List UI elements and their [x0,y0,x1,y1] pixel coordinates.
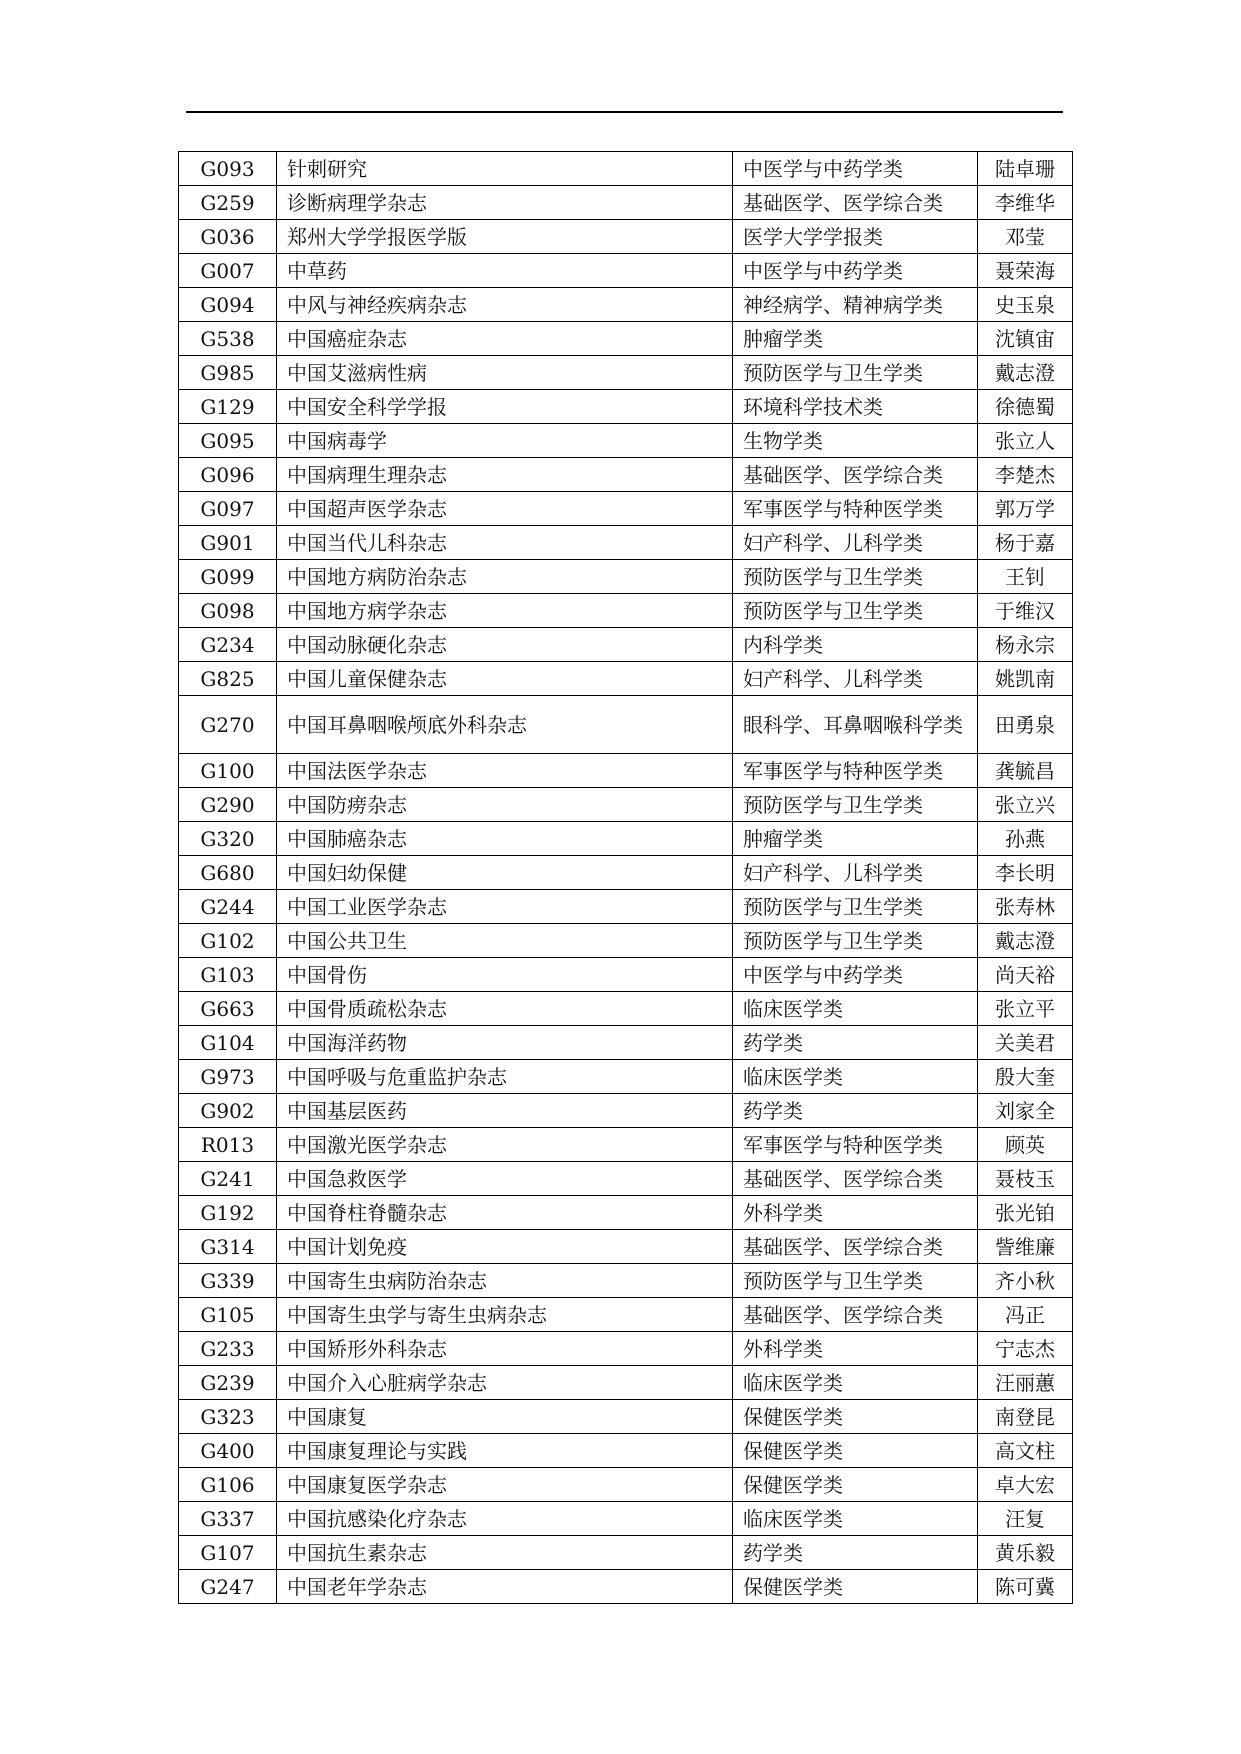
table-row [179,754,1073,788]
journal-editor: 戴志澄 [978,356,1073,390]
journal-title: 中国抗感染化疗杂志 [277,1502,733,1536]
journal-title: 中草药 [277,254,733,288]
journal-title: 中国地方病防治杂志 [277,560,733,594]
journal-editor: 杨永宗 [978,628,1073,662]
journal-editor: 戴志澄 [978,924,1073,958]
journal-title: 中国工业医学杂志 [277,890,733,924]
journal-category: 保健医学类 [733,1400,978,1434]
journal-editor: 张光铂 [978,1196,1073,1230]
journal-code: G663 [179,992,277,1026]
journal-title: 中国防痨杂志 [277,788,733,822]
table-row [179,992,1073,1026]
journal-title: 中国法医学杂志 [277,754,733,788]
journal-category: 预防医学与卫生学类 [733,788,978,822]
journal-editor: 宁志杰 [978,1332,1073,1366]
journal-category: 肿瘤学类 [733,822,978,856]
journal-title: 中国动脉硬化杂志 [277,628,733,662]
journal-code: G247 [179,1570,277,1604]
table-row [179,1264,1073,1298]
table-row [179,1468,1073,1502]
journal-editor: 陆卓珊 [978,152,1073,186]
table-row [179,890,1073,924]
journal-category: 药学类 [733,1026,978,1060]
journal-editor: 史玉泉 [978,288,1073,322]
journal-code: G538 [179,322,277,356]
journal-editor: 王钊 [978,560,1073,594]
journal-editor: 张立兴 [978,788,1073,822]
journal-editor: 张立平 [978,992,1073,1026]
journal-category: 临床医学类 [733,1366,978,1400]
journal-editor: 于维汉 [978,594,1073,628]
table-row [179,186,1073,220]
journal-code: G098 [179,594,277,628]
table-row [179,1026,1073,1060]
journal-editor: 杨于嘉 [978,526,1073,560]
journal-category: 外科学类 [733,1332,978,1366]
journal-editor: 訾维廉 [978,1230,1073,1264]
journal-code: G095 [179,424,277,458]
journal-title: 中国矫形外科杂志 [277,1332,733,1366]
journal-code: G097 [179,492,277,526]
journal-category: 临床医学类 [733,992,978,1026]
journal-code: G105 [179,1298,277,1332]
table-row [179,390,1073,424]
journal-editor: 汪复 [978,1502,1073,1536]
journal-title: 诊断病理学杂志 [277,186,733,220]
journal-code: G259 [179,186,277,220]
journal-code: G270 [179,696,277,754]
journal-table-body [179,152,1073,1604]
journal-category: 预防医学与卫生学类 [733,1264,978,1298]
journal-editor: 郭万学 [978,492,1073,526]
journal-title: 中国寄生虫病防治杂志 [277,1264,733,1298]
journal-title: 中国计划免疫 [277,1230,733,1264]
journal-editor: 李维华 [978,186,1073,220]
journal-code: G400 [179,1434,277,1468]
journal-title: 中国肺癌杂志 [277,822,733,856]
journal-category: 环境科学技术类 [733,390,978,424]
table-row [179,1400,1073,1434]
table-row [179,322,1073,356]
journal-editor: 殷大奎 [978,1060,1073,1094]
journal-category: 基础医学、医学综合类 [733,1230,978,1264]
journal-category: 基础医学、医学综合类 [733,1162,978,1196]
journal-editor: 李楚杰 [978,458,1073,492]
journal-title: 中国骨质疏松杂志 [277,992,733,1026]
journal-editor: 顾英 [978,1128,1073,1162]
journal-code: G036 [179,220,277,254]
table-row [179,1230,1073,1264]
table-row [179,1332,1073,1366]
journal-category: 内科学类 [733,628,978,662]
journal-category: 预防医学与卫生学类 [733,594,978,628]
journal-editor: 冯正 [978,1298,1073,1332]
journal-title: 中国耳鼻咽喉颅底外科杂志 [277,696,733,754]
table-row [179,662,1073,696]
journal-code: G902 [179,1094,277,1128]
table-row [179,424,1073,458]
journal-code: G192 [179,1196,277,1230]
journal-editor: 聂荣海 [978,254,1073,288]
journal-category: 药学类 [733,1536,978,1570]
journal-editor: 刘家全 [978,1094,1073,1128]
journal-code: G234 [179,628,277,662]
journal-editor: 沈镇宙 [978,322,1073,356]
table-row [179,1570,1073,1604]
journal-code: G241 [179,1162,277,1196]
table-row [179,1434,1073,1468]
journal-code: G100 [179,754,277,788]
table-row [179,594,1073,628]
journal-title: 中国呼吸与危重监护杂志 [277,1060,733,1094]
table-row [179,152,1073,186]
journal-category: 预防医学与卫生学类 [733,924,978,958]
journal-category: 保健医学类 [733,1434,978,1468]
journal-title: 中国激光医学杂志 [277,1128,733,1162]
journal-editor: 卓大宏 [978,1468,1073,1502]
journal-title: 中国病理生理杂志 [277,458,733,492]
journal-title: 中国病毒学 [277,424,733,458]
table-row [179,1536,1073,1570]
journal-category: 基础医学、医学综合类 [733,186,978,220]
journal-code: G007 [179,254,277,288]
journal-category: 预防医学与卫生学类 [733,356,978,390]
journal-category: 眼科学、耳鼻咽喉科学类 [733,696,978,754]
table-row [179,254,1073,288]
journal-title: 中国超声医学杂志 [277,492,733,526]
journal-code: G103 [179,958,277,992]
journal-code: G973 [179,1060,277,1094]
journal-code: G129 [179,390,277,424]
header-rule [186,111,1063,113]
table-row [179,958,1073,992]
table-row [179,1502,1073,1536]
journal-title: 中国艾滋病性病 [277,356,733,390]
journal-title: 中国康复 [277,1400,733,1434]
journal-category: 神经病学、精神病学类 [733,288,978,322]
journal-category: 妇产科学、儿科学类 [733,662,978,696]
journal-code: G099 [179,560,277,594]
journal-code: G323 [179,1400,277,1434]
journal-editor: 张立人 [978,424,1073,458]
journal-category: 药学类 [733,1094,978,1128]
journal-title: 中国妇幼保健 [277,856,733,890]
table-row [179,1298,1073,1332]
journal-title: 中国介入心脏病学杂志 [277,1366,733,1400]
journal-category: 保健医学类 [733,1570,978,1604]
journal-category: 中医学与中药学类 [733,254,978,288]
journal-editor: 张寿林 [978,890,1073,924]
journal-title: 中国安全科学学报 [277,390,733,424]
table-row [179,356,1073,390]
journal-code: G104 [179,1026,277,1060]
journal-editor: 孙燕 [978,822,1073,856]
journal-title: 中国康复医学杂志 [277,1468,733,1502]
journal-editor: 姚凯南 [978,662,1073,696]
journal-title: 中国急救医学 [277,1162,733,1196]
journal-editor: 陈可冀 [978,1570,1073,1604]
journal-editor: 南登昆 [978,1400,1073,1434]
journal-code: G290 [179,788,277,822]
table-row [179,458,1073,492]
table-row [179,856,1073,890]
journal-category: 外科学类 [733,1196,978,1230]
journal-category: 生物学类 [733,424,978,458]
journal-category: 基础医学、医学综合类 [733,458,978,492]
journal-code: G094 [179,288,277,322]
journal-category: 军事医学与特种医学类 [733,754,978,788]
journal-title: 中国癌症杂志 [277,322,733,356]
journal-title: 中国骨伤 [277,958,733,992]
journal-title: 针刺研究 [277,152,733,186]
journal-title: 中国脊柱脊髓杂志 [277,1196,733,1230]
journal-code: G096 [179,458,277,492]
journal-category: 中医学与中药学类 [733,958,978,992]
table-row [179,560,1073,594]
journal-code: G320 [179,822,277,856]
table-row [179,1128,1073,1162]
table-row [179,526,1073,560]
table-row [179,822,1073,856]
journal-code: G680 [179,856,277,890]
table-row [179,1162,1073,1196]
journal-category: 预防医学与卫生学类 [733,560,978,594]
table-row [179,220,1073,254]
journal-category: 预防医学与卫生学类 [733,890,978,924]
journal-category: 医学大学学报类 [733,220,978,254]
journal-title: 中国老年学杂志 [277,1570,733,1604]
table-row [179,788,1073,822]
journal-category: 临床医学类 [733,1060,978,1094]
journal-code: G239 [179,1366,277,1400]
journal-code: G233 [179,1332,277,1366]
journal-editor: 李长明 [978,856,1073,890]
table-row [179,1196,1073,1230]
table-row [179,1366,1073,1400]
journal-title: 中国儿童保健杂志 [277,662,733,696]
journal-table [178,151,1073,1604]
journal-editor: 关美君 [978,1026,1073,1060]
table-row [179,492,1073,526]
table-row [179,288,1073,322]
journal-editor: 黄乐毅 [978,1536,1073,1570]
journal-title: 郑州大学学报医学版 [277,220,733,254]
journal-title: 中国公共卫生 [277,924,733,958]
journal-category: 临床医学类 [733,1502,978,1536]
journal-code: G314 [179,1230,277,1264]
journal-code: G106 [179,1468,277,1502]
journal-code: G339 [179,1264,277,1298]
journal-category: 保健医学类 [733,1468,978,1502]
journal-category: 妇产科学、儿科学类 [733,856,978,890]
journal-editor: 龚毓昌 [978,754,1073,788]
journal-code: G107 [179,1536,277,1570]
journal-code: G337 [179,1502,277,1536]
table-row [179,696,1073,754]
journal-title: 中国寄生虫学与寄生虫病杂志 [277,1298,733,1332]
journal-category: 军事医学与特种医学类 [733,1128,978,1162]
journal-category: 中医学与中药学类 [733,152,978,186]
journal-category: 基础医学、医学综合类 [733,1298,978,1332]
table-row [179,628,1073,662]
journal-editor: 聂枝玉 [978,1162,1073,1196]
table-row [179,1060,1073,1094]
journal-editor: 尚天裕 [978,958,1073,992]
journal-title: 中国抗生素杂志 [277,1536,733,1570]
journal-title: 中国当代儿科杂志 [277,526,733,560]
journal-code: G825 [179,662,277,696]
table-row [179,924,1073,958]
journal-code: G901 [179,526,277,560]
journal-editor: 邓莹 [978,220,1073,254]
journal-code: G102 [179,924,277,958]
journal-title: 中国地方病学杂志 [277,594,733,628]
journal-code: G985 [179,356,277,390]
journal-code: G093 [179,152,277,186]
journal-code: G244 [179,890,277,924]
journal-title: 中国基层医药 [277,1094,733,1128]
journal-category: 肿瘤学类 [733,322,978,356]
journal-editor: 汪丽蕙 [978,1366,1073,1400]
journal-category: 妇产科学、儿科学类 [733,526,978,560]
journal-editor: 高文柱 [978,1434,1073,1468]
table-row [179,1094,1073,1128]
journal-title: 中国海洋药物 [277,1026,733,1060]
journal-editor: 齐小秋 [978,1264,1073,1298]
journal-category: 军事医学与特种医学类 [733,492,978,526]
journal-editor: 田勇泉 [978,696,1073,754]
journal-title: 中风与神经疾病杂志 [277,288,733,322]
journal-title: 中国康复理论与实践 [277,1434,733,1468]
journal-code: R013 [179,1128,277,1162]
journal-editor: 徐德蜀 [978,390,1073,424]
